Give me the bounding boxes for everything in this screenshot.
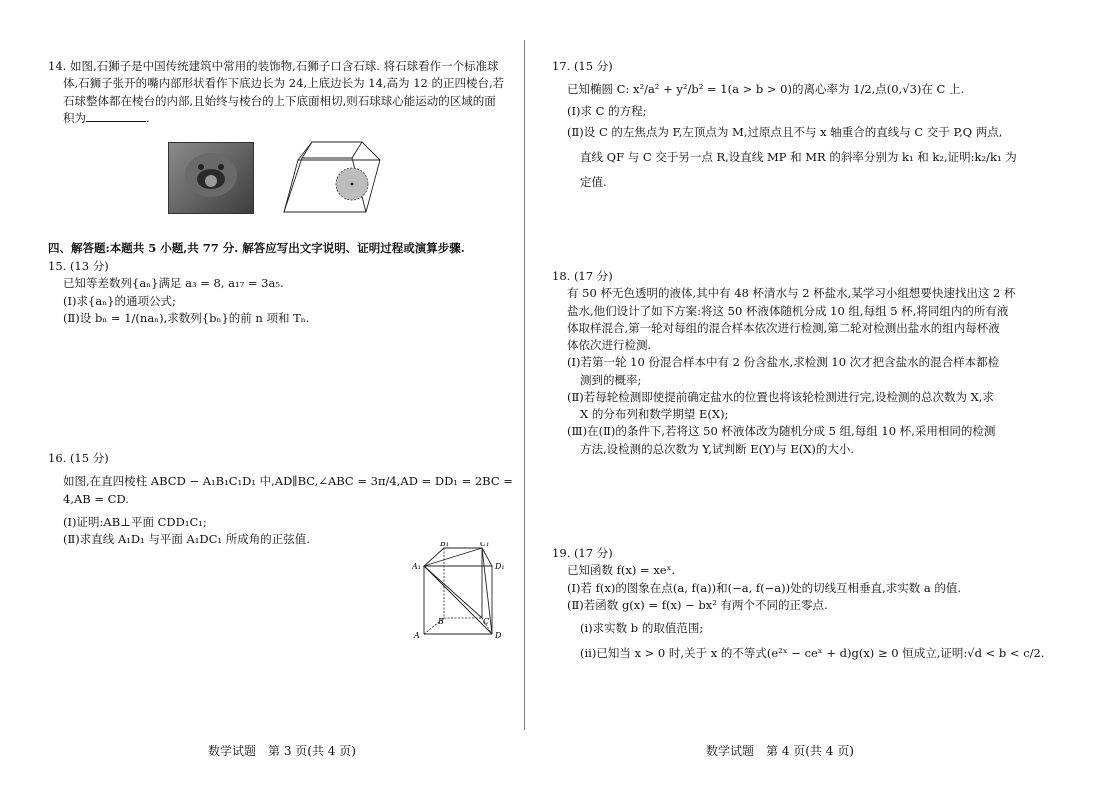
column-divider [524,40,525,730]
q18-stem-3: 体取样混合,第一轮对每组的混合样本依次进行检测,第二轮对检测出盐水的组内每杯液 [567,320,1000,335]
q14-last-suffix: . [146,110,150,125]
prism-diagram [412,542,510,642]
footer-page-4: 数学试题 第 4 页(共 4 页) [706,744,854,758]
q18-part-2-line-2: X 的分布列和数学期望 E(X); [580,407,729,421]
q15-stem: 已知等差数列{aₙ}满足 a₃ = 8, a₁₇ = 3a₅. [63,276,284,291]
q19-sub-1: (ⅰ)求实数 b 的取值范围; [580,621,704,635]
q16-part-1: (Ⅰ)证明:AB⊥平面 CDD₁C₁; [63,514,207,529]
label-A: A [414,631,420,640]
question-15 [48,258,518,327]
q18-stem-4: 体依次进行检测. [567,338,652,352]
q14-line-3: 石球整体都在棱台的内部,且始终与棱台的上下底面相切,则石球球心能运动的区域的面 [63,93,496,108]
q17-part-1: (Ⅰ)求 C 的方程; [567,103,647,118]
label-A1: A₁ [412,562,421,571]
q17-stem: 已知椭圆 C: x²/a² + y²/b² = 1(a > b > 0)的离心率为 1/2,点(0,√3)在 C 上. [567,82,965,97]
label-D1: D₁ [495,562,505,571]
section-4-heading: 四、解答题:本题共 5 小题,共 77 分. 解答应写出文字说明、证明过程或演算步骤. [48,241,465,255]
q14-last-prefix: 积为 [63,110,86,125]
label-B1: B₁ [440,542,450,548]
question-14 [48,58,518,127]
label-D: D [495,631,502,640]
q18-part-3-line-1: (Ⅲ)在(Ⅱ)的条件下,若将这 50 杯液体改为随机分成 5 组,每组 10 杯,采用相同的检测 [567,424,996,439]
q19-part-1: (Ⅰ)若 f(x)的图象在点(a, f(a))和(−a, f(−a))处的切线互相垂直,求实数 a 的值. [567,580,962,595]
q18-part-1-line-1: (Ⅰ)若第一轮 10 份混合样本中有 2 份含盐水,求检测 10 次才把含盐水的混合样本都检 [567,355,1000,370]
q18-part-3-line-2: 方法,设检测的总次数为 Y,试判断 E(Y)与 E(X)的大小. [580,441,855,456]
q15-part-1: (Ⅰ)求{aₙ}的通项公式; [63,293,176,308]
label-B: B [438,617,444,626]
stone-lion-photo [168,142,254,214]
q17-header: 17. (15 分) [552,59,613,73]
q14-line-2: 体,石狮子张开的嘴内部形状看作下底边长为 24,上底边长为 14,高为 12 的正四棱台,若 [63,76,505,91]
footer-page-3: 数学试题 第 3 页(共 4 页) [208,744,356,758]
stone-lion-illustration [169,143,253,213]
q15-header: 15. (13 分) [48,259,109,273]
question-17 [552,58,1062,192]
q18-part-1-line-2: 测到的概率; [580,372,642,387]
q19-stem: 已知函数 f(x) = xeˣ. [567,563,676,578]
q18-part-2-line-1: (Ⅱ)若每轮检测即使提前确定盐水的位置也将该轮检测进行完,设检测的总次数为 X,求 [567,389,994,404]
q19-header: 19. (17 分) [552,546,613,560]
q17-part-2-line-1: (Ⅱ)设 C 的左焦点为 F,左顶点为 M,过原点且不与 x 轴重合的直线与 C 交于 P,Q 两点, [567,124,1003,139]
label-C1: C₁ [480,542,490,548]
question-18 [552,268,1062,458]
q16-stem: 如图,在直四棱柱 ABCD − A₁B₁C₁D₁ 中,AD∥BC,∠ABC = 3π/4,AD = DD₁ = 2BC = 4,AB = CD. [63,474,513,506]
q19-part-2: (Ⅱ)若函数 g(x) = f(x) − bx² 有两个不同的正零点. [567,597,828,612]
q17-part-2-line-3: 定值. [580,175,607,190]
answer-blank [86,111,146,122]
frustum-sphere-diagram [282,140,382,216]
q15-part-2: (Ⅱ)设 bₙ = 1/(naₙ),求数列{bₙ}的前 n 项和 Tₙ. [63,310,310,325]
q18-stem-2: 盐水,他们设计了如下方案:将这 50 杯液体随机分成 10 组,每组 5 杯,将同组内的所有液 [567,303,1009,318]
q18-header: 18. (17 分) [552,269,613,283]
question-19 [552,545,1062,663]
q19-sub-2: (ⅱ)已知当 x > 0 时,关于 x 的不等式(e²ˣ − ceˣ + d)g(x) ≥ 0 恒成立,证明:√d < b < c/2. [580,646,1045,661]
q14-line-4 [48,110,518,127]
q17-part-2-line-2: 直线 QF 与 C 交于另一点 R,设直线 MP 和 MR 的斜率分别为 k₁ 和 k₂,证明:k₂/k₁ 为 [580,150,1017,164]
q14-line-1: 14. 如图,石狮子是中国传统建筑中常用的装饰物,石狮子口含石球. 将石球看作一个标准球 [48,59,499,73]
q16-header: 16. (15 分) [48,451,109,465]
question-16 [48,450,518,548]
q18-stem-1: 有 50 杯无色透明的液体,其中有 48 杯清水与 2 杯盐水,某学习小组想要快速找出这 2 杯 [567,286,1016,301]
q16-part-2: (Ⅱ)求直线 A₁D₁ 与平面 A₁DC₁ 所成角的正弦值. [63,532,310,546]
label-C: C [483,617,490,626]
